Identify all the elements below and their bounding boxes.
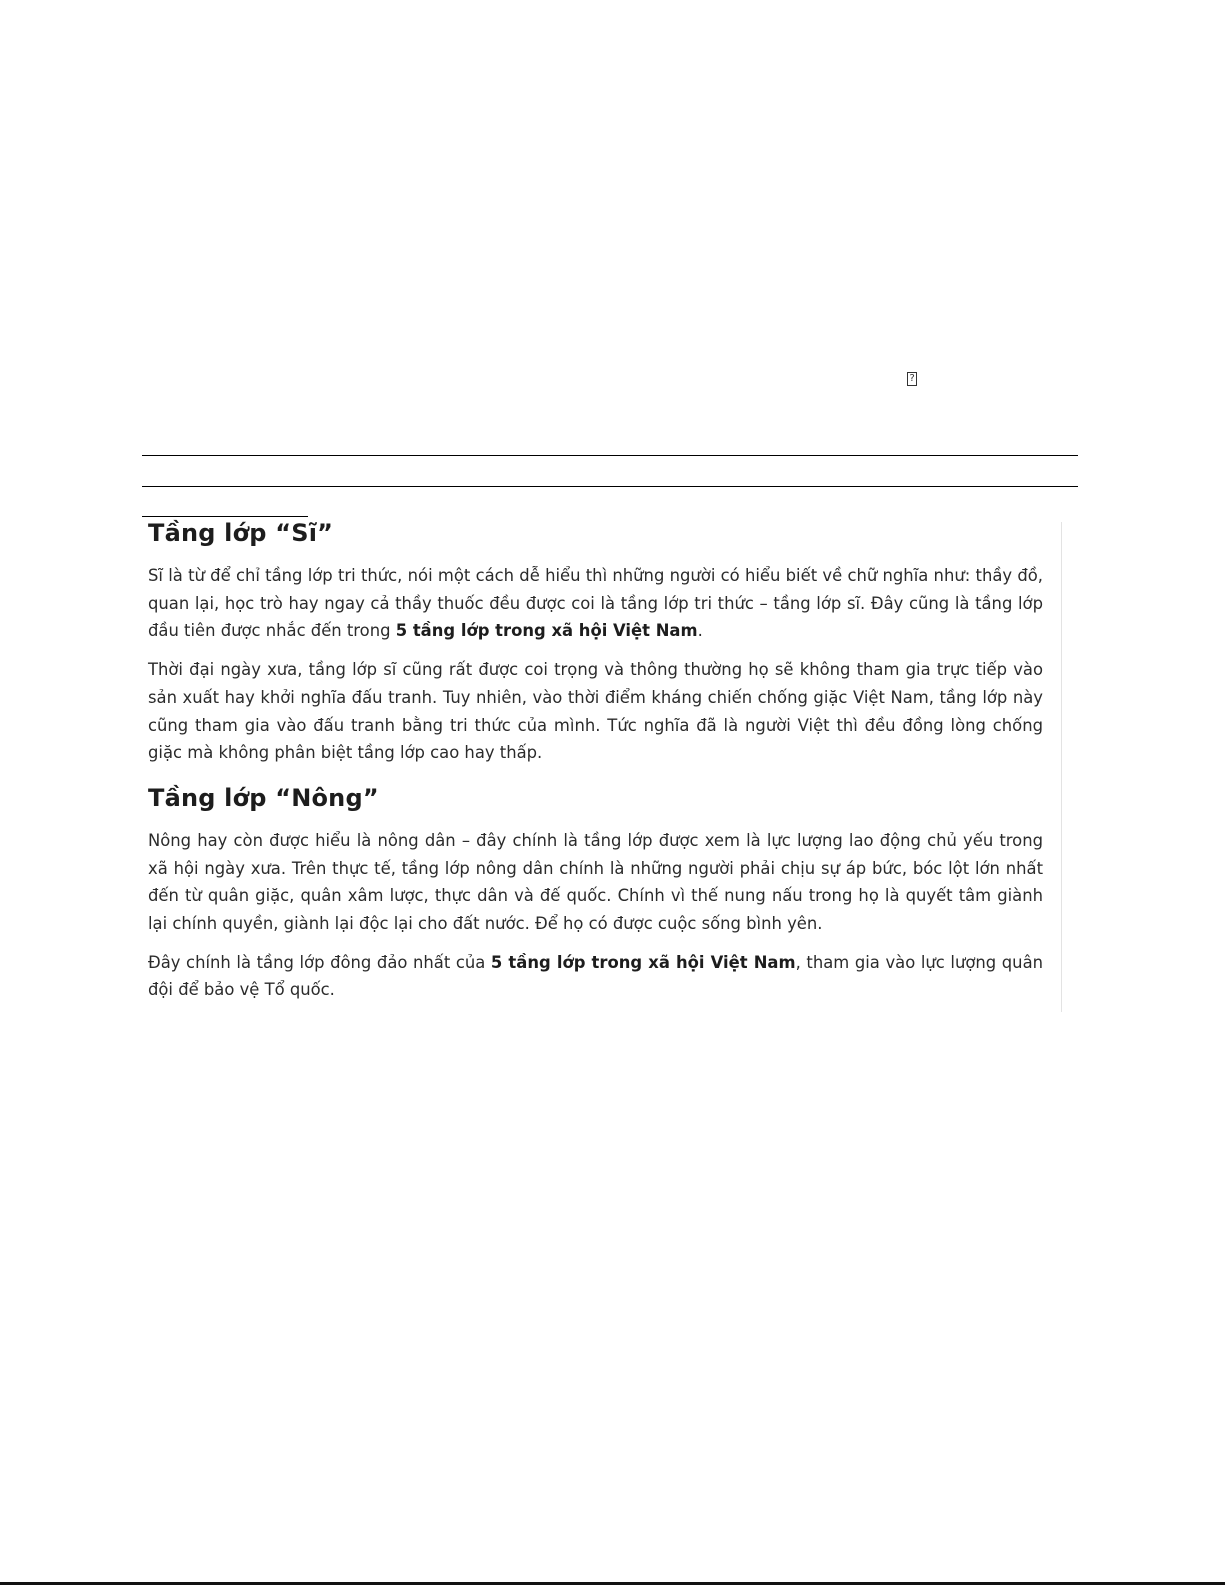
paragraph-si-1-text: Sĩ là từ để chỉ tầng lớp tri thức, nói một cách dễ hiểu thì những người có hiểu biết về chữ nghĩa như: thầy đồ, quan lại, học trò hay ngay cả thầy thuốc đều được coi là tầng lớp tri thức – tầng lớp sĩ. Đây cũng là tầng lớp đầu tiên được nhắc đến trong xyxy=(148,566,1043,641)
paragraph-nong-2-start: Đây chính là tầng lớp đông đảo nhất của xyxy=(148,952,491,972)
heading-tang-lop-si: Tầng lớp “Sĩ” xyxy=(148,519,334,547)
paragraph-nong-2-end: , tham gia vào lực lượng quân đội để bảo vệ Tổ quốc. xyxy=(148,952,1043,1000)
paragraph-nong-1: Nông hay còn được hiểu là nông dân – đây chính là tầng lớp được xem là lực lượng lao động chủ yếu trong xã hội ngày xưa. Trên thực tế, tầng lớp nông dân chính là những người phải chịu sự áp bức, bóc lột lớn nhất đến từ quân giặc, quân xâm lược, thực dân và đế quốc. Chính vì thế nung nấu trong họ là quyết tâm giành lại chính quyền, giành lại độc lại cho đất nước. Để họ có được cuộc sống bình yên. xyxy=(148,830,1043,934)
heading-tang-lop-nong: Tầng lớp “Nông” xyxy=(148,783,379,812)
article-side-border xyxy=(1061,522,1062,1012)
horizontal-rule-top xyxy=(142,455,1078,456)
paragraph-nong-2-bold: 5 tầng lớp trong xã hội Việt Nam xyxy=(490,952,796,972)
horizontal-rule-bottom xyxy=(142,486,1078,487)
paragraph-nong-2 xyxy=(148,949,1043,1004)
paragraph-si-1-end: . xyxy=(697,621,703,641)
paragraph-si-1-bold: 5 tầng lớp trong xã hội Việt Nam xyxy=(395,621,698,641)
paragraph-si-1 xyxy=(148,562,1043,645)
article-excerpt xyxy=(148,514,1043,1004)
paragraph-si-2: Thời đại ngày xưa, tầng lớp sĩ cũng rất được coi trọng và thông thường họ sẽ không tham gia trực tiếp vào sản xuất hay khởi nghĩa đấu tranh. Tuy nhiên, vào thời điểm kháng chiến chống giặc Việt Nam, tầng lớp này cũng tham gia vào đấu tranh bằng tri thức của mình. Tức nghĩa đã là người Việt thì đều đồng lòng chống giặc mà không phân biệt tầng lớp cao hay thấp. xyxy=(148,660,1043,763)
missing-glyph-icon: ? xyxy=(908,373,916,384)
